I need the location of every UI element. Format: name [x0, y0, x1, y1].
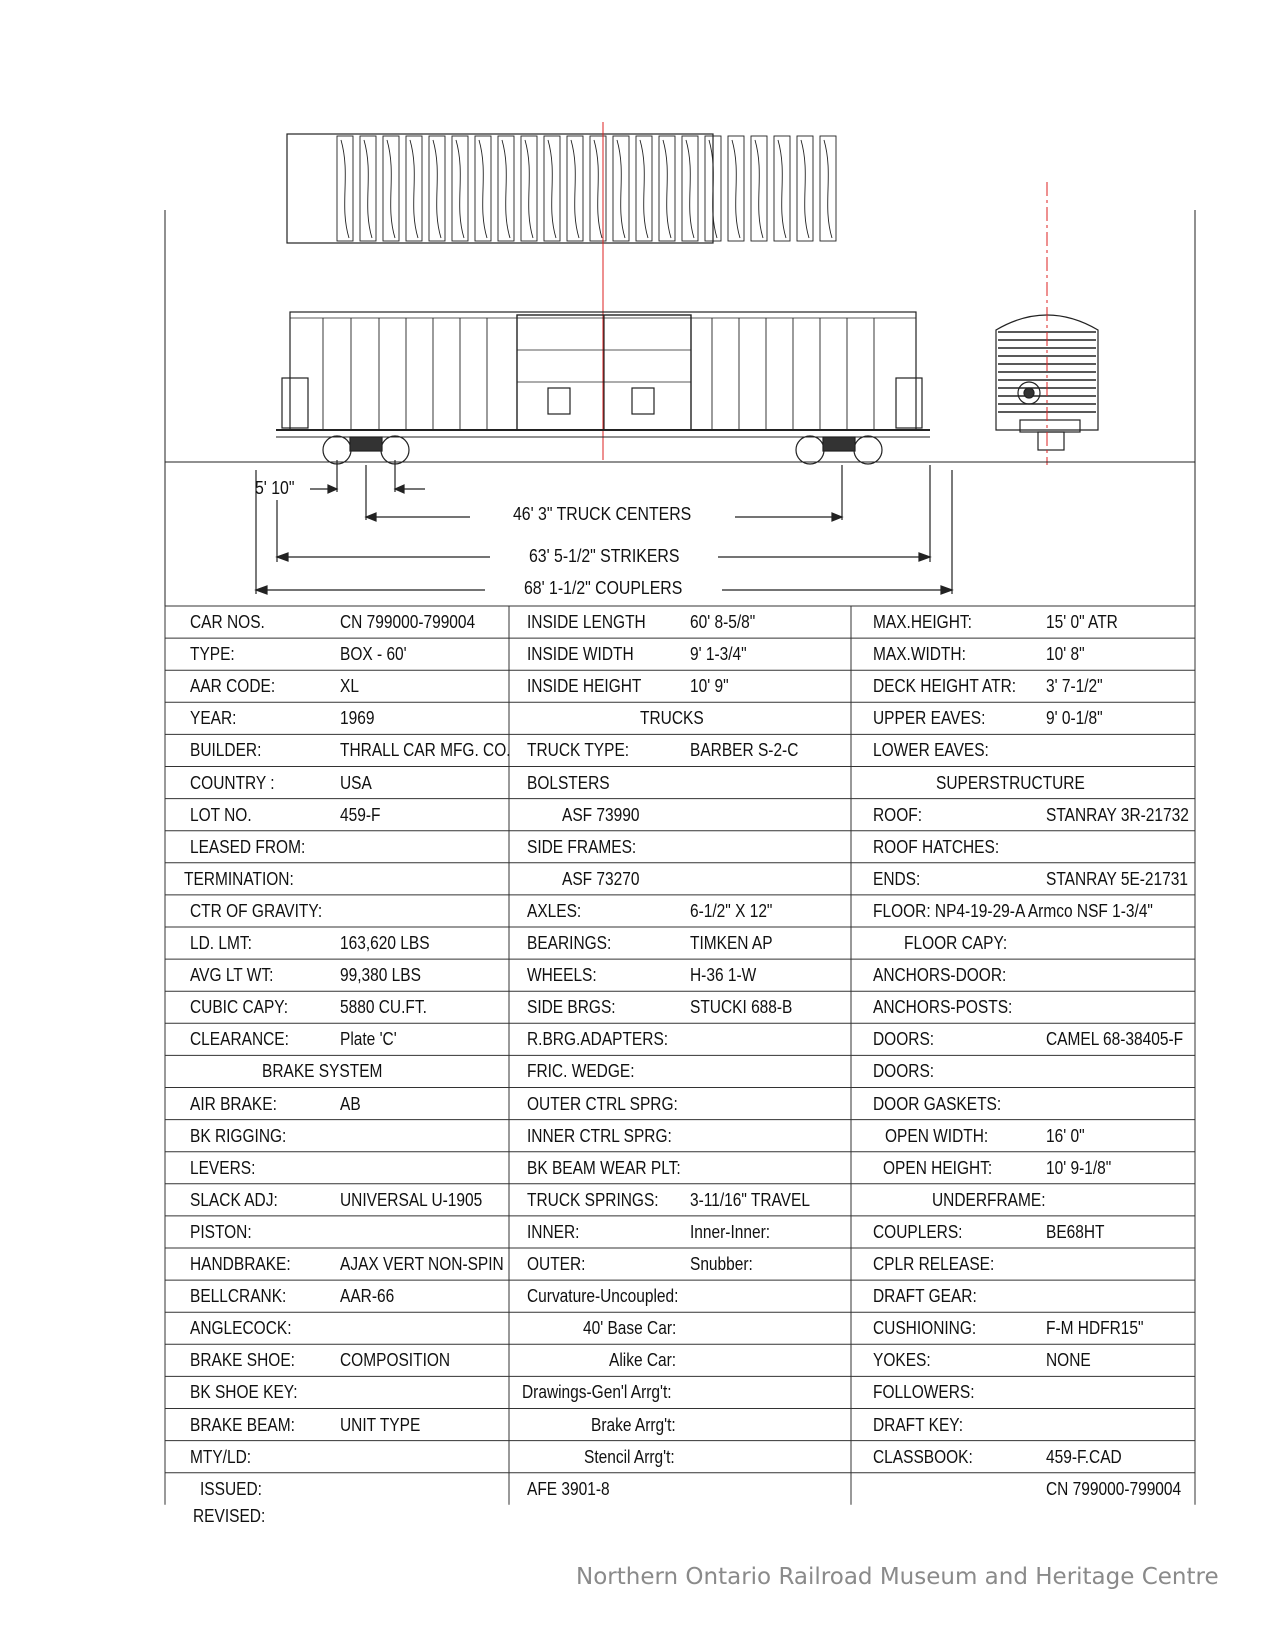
- roof-panel-curve: [617, 140, 625, 238]
- table-cell: TRUCK SPRINGS:: [527, 1189, 659, 1210]
- table-cell: LOT NO.: [190, 804, 252, 825]
- table-cell: ANCHORS-POSTS:: [873, 997, 1013, 1018]
- table-cell: COMPOSITION: [340, 1350, 451, 1371]
- table-cell: TIMKEN AP: [690, 933, 773, 953]
- table-cell: OUTER CTRL SPRG:: [527, 1093, 678, 1114]
- table-cell: 1969: [340, 708, 375, 729]
- table-cell: BEARINGS:: [527, 933, 612, 953]
- roof-panel-curve: [801, 140, 809, 238]
- table-cell: CN 799000-799004: [1046, 1478, 1182, 1499]
- table-cell: BRAKE BEAM:: [190, 1414, 295, 1435]
- table-cell: LD. LMT:: [190, 933, 252, 953]
- table-cell: AAR CODE:: [190, 676, 276, 697]
- roof-panel-curve: [755, 140, 763, 238]
- table-cell: CLEARANCE:: [190, 1029, 289, 1050]
- table-cell: WHEELS:: [527, 965, 597, 986]
- table-cell: CLASSBOOK:: [873, 1446, 973, 1467]
- table-cell: AB: [340, 1093, 361, 1114]
- table-cell: INNER CTRL SPRG:: [527, 1125, 672, 1146]
- table-cell: 15' 0" ATR: [1046, 612, 1118, 632]
- table-cell: CAR NOS.: [190, 612, 265, 632]
- roof-panel-curve: [410, 140, 418, 238]
- table-cell: DOORS:: [873, 1029, 935, 1050]
- roof-panel-curve: [778, 140, 786, 238]
- table-cell: 99,380 LBS: [340, 965, 421, 986]
- table-cell: UNIVERSAL U-1905: [340, 1189, 483, 1210]
- table-cell: FRIC. WEDGE:: [527, 1061, 635, 1082]
- roof-panel-curve: [525, 140, 533, 238]
- table-cell: 9' 0-1/8": [1046, 708, 1103, 729]
- table-cell: BRAKE SHOE:: [190, 1350, 295, 1371]
- table-cell: BK SHOE KEY:: [190, 1382, 298, 1403]
- table-cell: XL: [340, 676, 359, 697]
- table-cell: 60' 8-5/8": [690, 612, 756, 632]
- roof-panel-curve: [548, 140, 556, 238]
- table-cell: R.BRG.ADAPTERS:: [527, 1029, 669, 1050]
- table-cell: TRUCKS: [640, 708, 704, 729]
- dimension-strikers: 63' 5-1/2" STRIKERS: [529, 546, 680, 566]
- table-cell: 6-1/2" X 12": [690, 900, 773, 921]
- table-cell: USA: [340, 772, 372, 793]
- top-view: [287, 122, 870, 460]
- table-cell: FLOOR: NP4-19-29-A Armco NSF 1-3/4": [873, 900, 1153, 921]
- table-cell: ANGLECOCK:: [190, 1318, 292, 1339]
- table-cell: UPPER EAVES:: [873, 708, 986, 729]
- table-cell: STUCKI 688-B: [690, 997, 793, 1018]
- table-cell: COUNTRY :: [190, 772, 275, 793]
- table-cell: Drawings-Gen'l Arrg't:: [522, 1382, 672, 1403]
- roof-panel-curve: [640, 140, 648, 238]
- table-cell: Alike Car:: [609, 1350, 677, 1371]
- table-cell: SLACK ADJ:: [190, 1189, 278, 1210]
- table-cell: TERMINATION:: [184, 868, 294, 889]
- revised-label: REVISED:: [193, 1506, 266, 1526]
- table-cell: OPEN WIDTH:: [885, 1125, 989, 1146]
- table-cell: UNDERFRAME:: [932, 1189, 1046, 1210]
- table-cell: THRALL CAR MFG. CO.: [340, 740, 511, 761]
- table-cell: FOLLOWERS:: [873, 1382, 975, 1403]
- table-cell: DRAFT KEY:: [873, 1414, 964, 1435]
- table-cell: ROOF HATCHES:: [873, 836, 1000, 857]
- table-cell: INSIDE HEIGHT: [527, 676, 642, 697]
- roof-panel-curve: [663, 140, 671, 238]
- table-cell: OPEN HEIGHT:: [883, 1157, 993, 1178]
- table-cell: AXLES:: [527, 900, 582, 921]
- table-cell: 40' Base Car:: [583, 1318, 677, 1339]
- table-cell: 5880 CU.FT.: [340, 997, 427, 1018]
- dimension-lines: [165, 210, 1195, 606]
- table-cell: ROOF:: [873, 804, 923, 825]
- roof-panel-curve: [571, 140, 579, 238]
- table-cell: 10' 9": [690, 676, 729, 697]
- spec-table-grid: [165, 606, 1195, 1505]
- table-cell: DRAFT GEAR:: [873, 1286, 977, 1307]
- table-cell: BOLSTERS: [527, 772, 610, 793]
- table-cell: BUILDER:: [190, 740, 262, 761]
- roof-panel-curve: [824, 140, 832, 238]
- table-cell: NONE: [1046, 1350, 1091, 1371]
- table-cell: CAMEL 68-38405-F: [1046, 1029, 1184, 1050]
- table-cell: YOKES:: [873, 1350, 931, 1371]
- roof-panel-curve: [479, 140, 487, 238]
- table-cell: BELLCRANK:: [190, 1286, 287, 1307]
- dimension-truck-centers: 46' 3" TRUCK CENTERS: [513, 504, 692, 524]
- table-cell: ANCHORS-DOOR:: [873, 965, 1007, 986]
- table-cell: LOWER EAVES:: [873, 740, 989, 761]
- roof-panel-curve: [594, 140, 602, 238]
- table-cell: 9' 1-3/4": [690, 644, 747, 665]
- dimension-wheelbase: 5' 10": [255, 478, 295, 498]
- table-cell: 459-F: [340, 804, 381, 825]
- roof-panel-curve: [387, 140, 395, 238]
- table-cell: 10' 8": [1046, 644, 1085, 665]
- table-cell: Plate 'C': [340, 1029, 397, 1050]
- table-cell: AVG LT WT:: [190, 965, 274, 986]
- table-cell: CUSHIONING:: [873, 1318, 977, 1339]
- table-cell: CTR OF GRAVITY:: [190, 900, 323, 921]
- roof-panel-curve: [364, 140, 372, 238]
- table-cell: DOOR GASKETS:: [873, 1093, 1002, 1114]
- table-cell: TYPE:: [190, 644, 235, 665]
- table-cell: FLOOR CAPY:: [904, 933, 1008, 953]
- roof-panel-curve: [341, 140, 349, 238]
- table-cell: SUPERSTRUCTURE: [936, 772, 1085, 793]
- table-cell: OUTER:: [527, 1254, 586, 1274]
- table-cell: BK RIGGING:: [190, 1125, 287, 1146]
- table-cell: YEAR:: [190, 708, 237, 729]
- roof-panel-curve: [732, 140, 740, 238]
- museum-credit: Northern Ontario Railroad Museum and Heritage Centre: [576, 1564, 1219, 1590]
- table-cell: UNIT TYPE: [340, 1414, 421, 1435]
- table-cell: DOORS:: [873, 1061, 935, 1082]
- table-cell: H-36 1-W: [690, 965, 757, 986]
- table-cell: LEVERS:: [190, 1157, 256, 1178]
- table-cell: PISTON:: [190, 1221, 252, 1242]
- table-cell: SIDE BRGS:: [527, 997, 616, 1018]
- table-cell: SIDE FRAMES:: [527, 836, 637, 857]
- table-cell: INSIDE WIDTH: [527, 644, 634, 665]
- table-cell: MAX.HEIGHT:: [873, 612, 972, 632]
- table-cell: LEASED FROM:: [190, 836, 306, 857]
- table-cell: INSIDE LENGTH: [527, 612, 646, 632]
- dimension-couplers: 68' 1-1/2" COUPLERS: [524, 578, 683, 598]
- table-cell: COUPLERS:: [873, 1221, 963, 1242]
- table-cell: 3-11/16" TRAVEL: [690, 1189, 810, 1210]
- table-cell: TRUCK TYPE:: [527, 740, 630, 761]
- table-cell: 459-F.CAD: [1046, 1446, 1122, 1467]
- roof-panel-curve: [433, 140, 441, 238]
- table-cell: Inner-Inner:: [690, 1221, 771, 1242]
- table-cell: ENDS:: [873, 868, 921, 889]
- table-cell: 3' 7-1/2": [1046, 676, 1103, 697]
- table-cell: Stencil Arrg't:: [584, 1446, 675, 1467]
- table-cell: Snubber:: [690, 1254, 753, 1274]
- roof-panel-curve: [456, 140, 464, 238]
- table-cell: Curvature-Uncoupled:: [527, 1286, 679, 1307]
- table-cell: 10' 9-1/8": [1046, 1157, 1112, 1178]
- table-cell: AAR-66: [340, 1286, 395, 1307]
- table-cell: 16' 0": [1046, 1125, 1085, 1146]
- table-cell: AFE 3901-8: [527, 1478, 610, 1499]
- table-cell: ASF 73270: [562, 868, 640, 889]
- table-cell: BE68HT: [1046, 1221, 1105, 1242]
- table-cell: HANDBRAKE:: [190, 1254, 291, 1274]
- table-cell: CPLR RELEASE:: [873, 1254, 995, 1274]
- table-cell: MAX.WIDTH:: [873, 644, 966, 665]
- table-cell: BK BEAM WEAR PLT:: [527, 1157, 681, 1178]
- table-cell: CN 799000-799004: [340, 612, 476, 632]
- table-cell: Brake Arrg't:: [591, 1414, 676, 1435]
- table-cell: BRAKE SYSTEM: [262, 1061, 383, 1082]
- end-view: [996, 182, 1098, 465]
- table-cell: 163,620 LBS: [340, 933, 430, 953]
- table-cell: INNER:: [527, 1221, 580, 1242]
- table-cell: ASF 73990: [562, 804, 640, 825]
- table-cell: STANRAY 3R-21732: [1046, 804, 1189, 825]
- table-cell: BARBER S-2-C: [690, 740, 799, 761]
- roof-panel-curve: [502, 140, 510, 238]
- table-cell: AIR BRAKE:: [190, 1093, 277, 1114]
- table-cell: CUBIC CAPY:: [190, 997, 289, 1018]
- table-cell: F-M HDFR15": [1046, 1318, 1144, 1339]
- table-cell: MTY/LD:: [190, 1446, 252, 1467]
- table-cell: BOX - 60': [340, 644, 407, 665]
- table-cell: STANRAY 5E-21731: [1046, 868, 1188, 889]
- table-cell: ISSUED:: [200, 1478, 262, 1499]
- table-cell: AJAX VERT NON-SPIN: [340, 1254, 504, 1274]
- roof-panel-curve: [686, 140, 694, 238]
- table-cell: DECK HEIGHT ATR:: [873, 676, 1017, 697]
